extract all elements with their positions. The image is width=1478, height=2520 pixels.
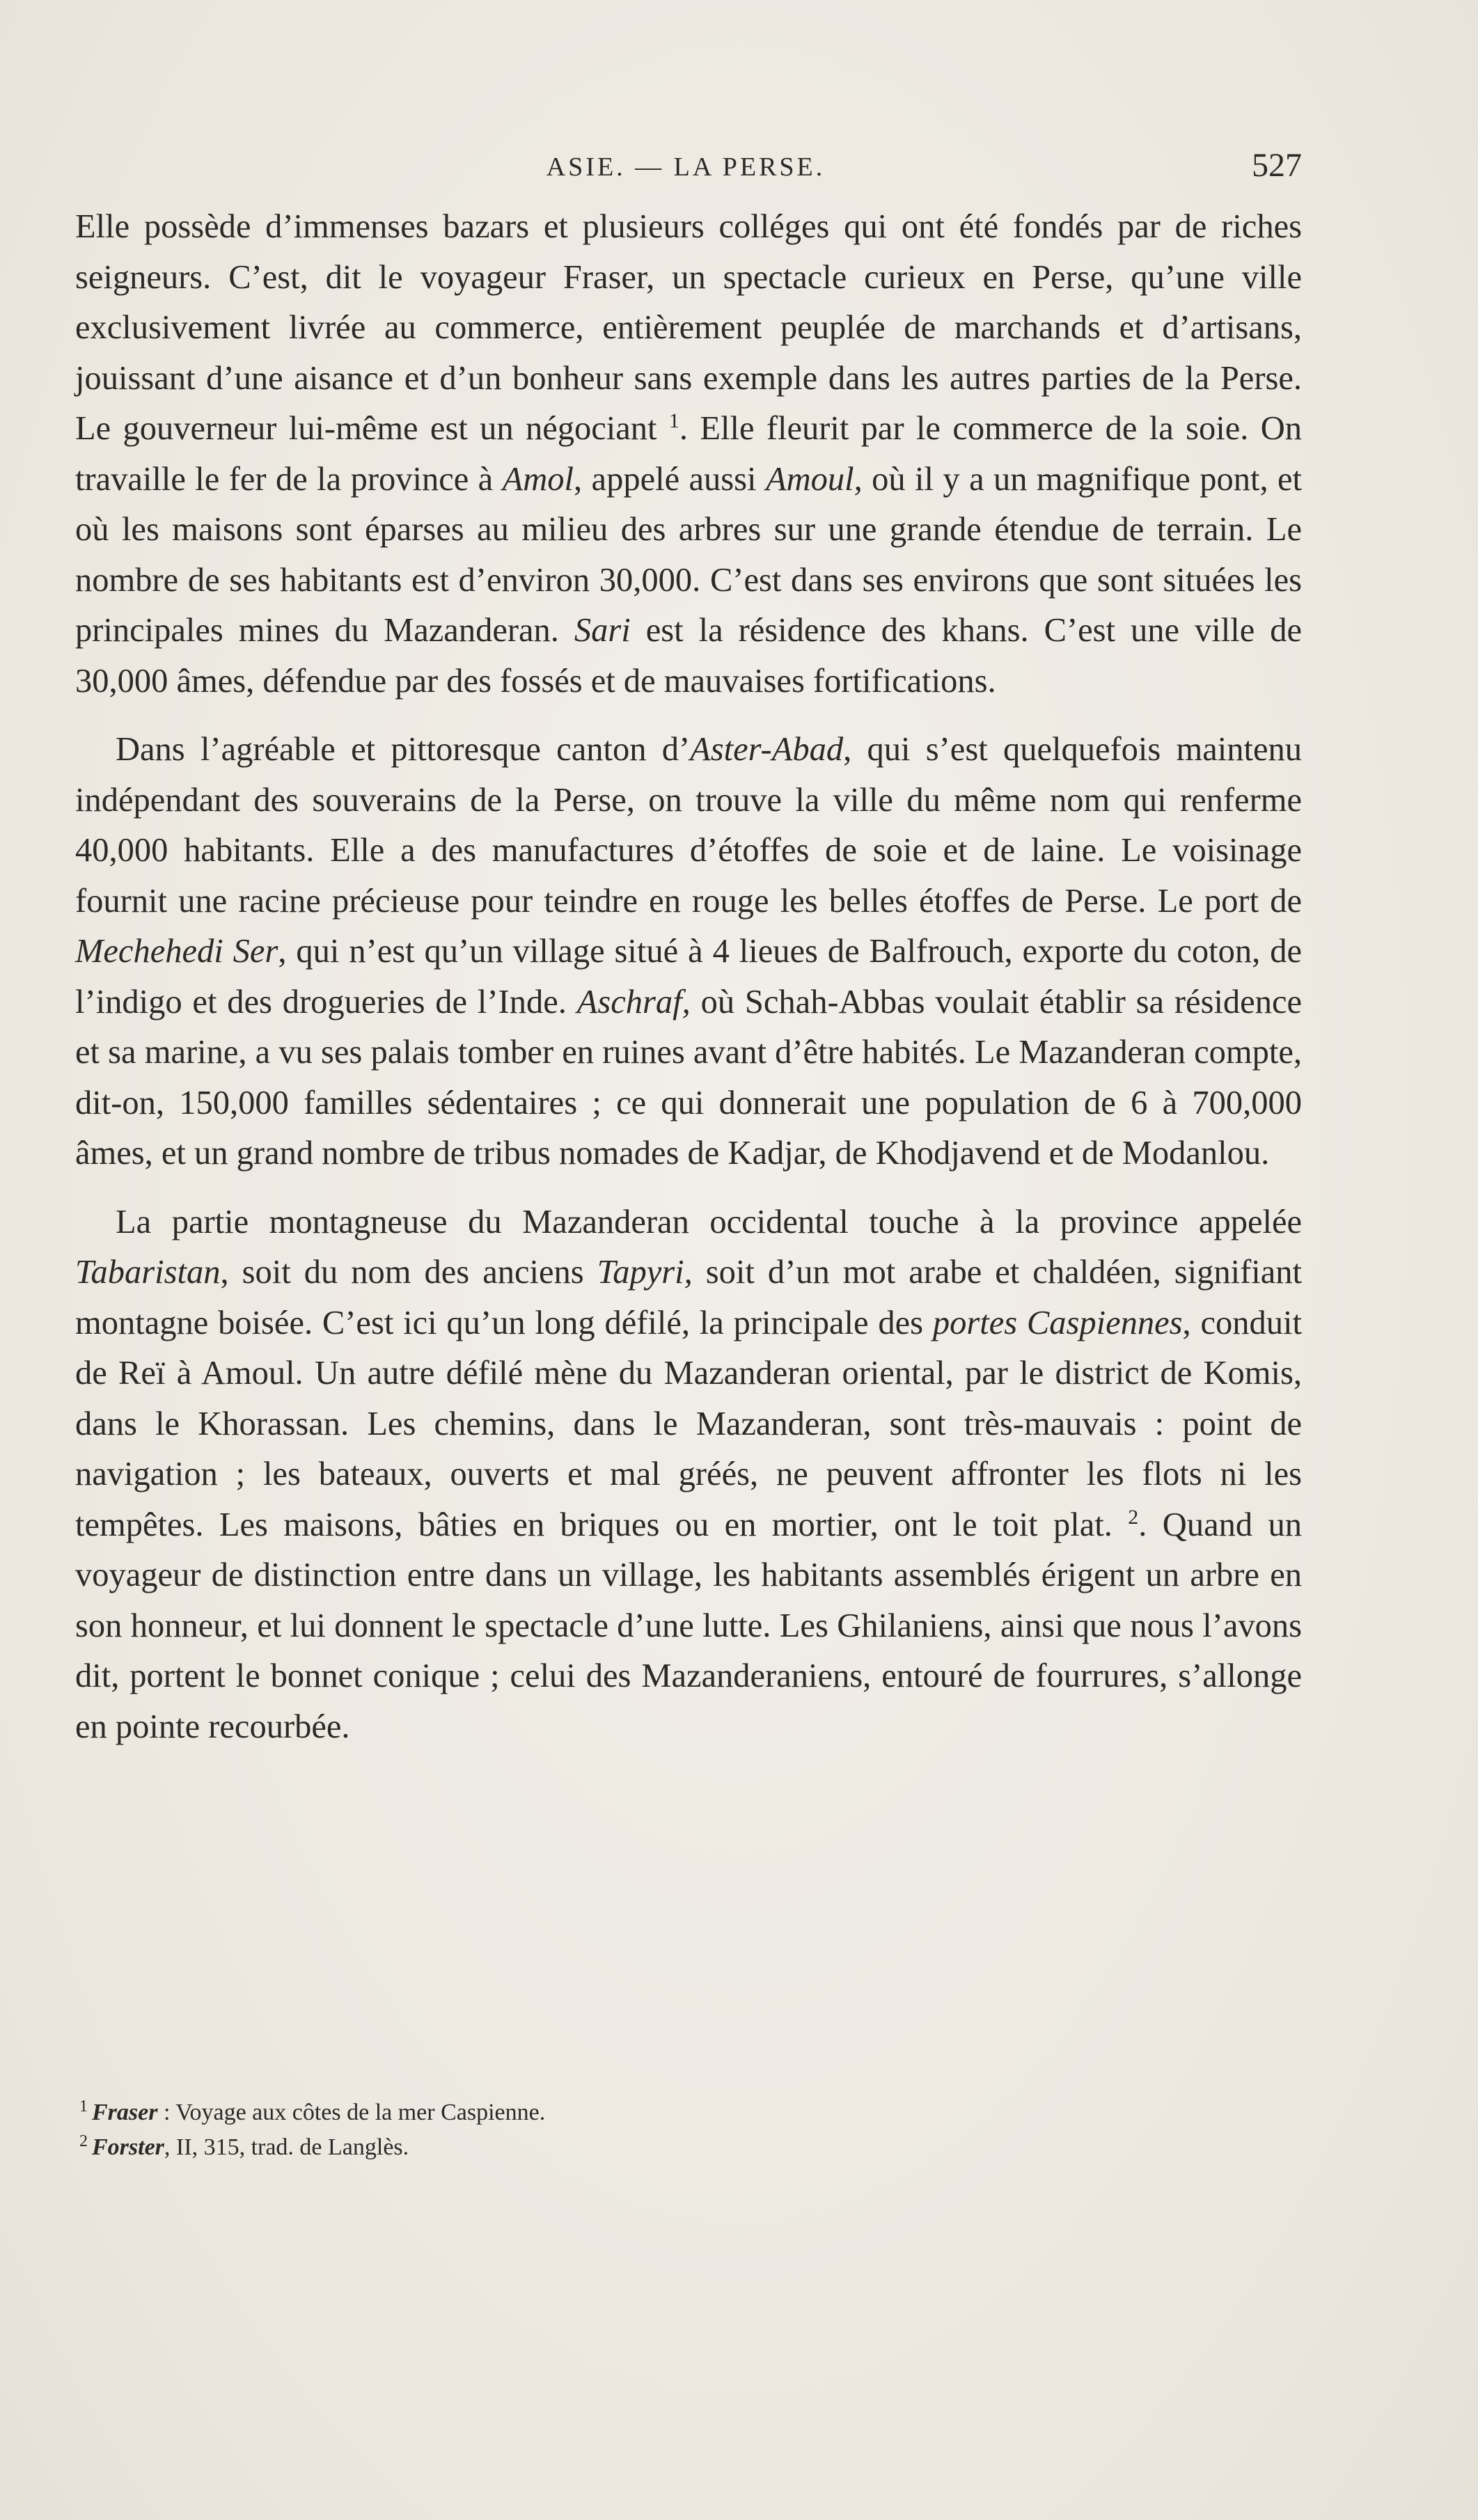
italic-term: portes Caspiennes	[932, 1304, 1183, 1341]
footnote-mark: 1	[79, 2097, 88, 2116]
italic-term: Sari	[574, 612, 631, 649]
text-run: , conduit de Reï à Amoul. Un autre défilé mène du Mazanderan oriental, par le district de Komis, dans le Khorassan. Les chemins, dans le Mazanderan, sont très-mauvais : point de navigation ; les bateaux, ouverts et mal gréés, ne peuvent affronter les flots ni les tempêtes. Les maisons, bâties en briques ou en mortier, ont le toit plat.	[75, 1304, 1302, 1543]
italic-term: Aschraf,	[576, 983, 691, 1021]
text-run: . Quand un voyageur de distinction entre dans un village, les habitants assemblés érigent un arbre en son honneur, et lui donnent le spectacle d’une lutte. Les Ghilaniens, ainsi que nous l’avons dit, portent le bonnet conique ; celui des Mazanderaniens, entouré de fourrures, s’allonge en pointe recourbée.	[75, 1506, 1302, 1745]
italic-term: Mechehedi Ser	[75, 933, 278, 970]
text-run: , appelé aussi	[574, 460, 766, 498]
text-run: . Elle fleurit par le commerce de la soie. On travaille le fer de la province à	[75, 410, 1302, 498]
italic-term: Amoul,	[765, 460, 863, 498]
paragraph	[75, 725, 1302, 1179]
footnote	[75, 2095, 1302, 2130]
paragraph	[75, 1197, 1302, 1753]
footnote-reference: 1	[668, 409, 679, 432]
footnote-reference: 2	[1128, 1505, 1139, 1529]
footnote	[75, 2130, 1302, 2165]
italic-term: Aster-Abad	[690, 731, 844, 768]
text-run: , qui s’est quelquefois maintenu indépendant des souverains de la Perse, on trouve la ville du même nom qui renferme 40,000 habitants. Elle a des manufactures d’étoffes de soie et de laine. Le voisinage fournit une racine précieuse pour teindre en rouge les belles étoffes de Perse. Le port de	[75, 731, 1302, 920]
text-run: Elle possède d’immenses bazars et plusieurs colléges qui ont été fondés par de riches seigneurs. C’est, dit le voyageur Fraser, un spectacle curieux en Perse, qu’une ville exclusivement livrée au commerce, entièrement peuplée de marchands et d’artisans, jouissant d’une aisance et d’un bonheur sans exemple dans les autres parties de la Perse. Le gouverneur lui-même est un négociant	[75, 208, 1302, 447]
running-title: ASIE. — LA PERSE.	[546, 152, 826, 182]
footnote-author: Forster	[92, 2134, 164, 2160]
footnotes	[75, 2095, 1302, 2165]
footnote-text: , II, 315, trad. de Langlès.	[164, 2134, 409, 2160]
body-text	[75, 202, 1302, 1770]
text-run: La partie montagneuse du Mazanderan occidental touche à la province appelée	[116, 1203, 1302, 1241]
text-run: où il y a un magnifique pont, et où les maisons sont éparses au milieu des arbres sur une grande étendue de terrain. Le nombre de ses habitants est d’environ 30,000. C’est dans ses environs que sont situées les principales mines du Mazanderan.	[75, 460, 1302, 649]
text-run: , soit du nom des anciens	[220, 1254, 597, 1291]
italic-term: Amol	[502, 460, 574, 498]
footnote-author: Fraser	[92, 2100, 158, 2125]
text-run: Dans l’agréable et pittoresque canton d’	[116, 731, 691, 768]
text-run: où Schah-Abbas voulait établir sa résidence et sa marine, a vu ses palais tomber en ruines avant d’être habités. Le Mazanderan compte, dit-on, 150,000 familles sédentaires ; ce qui donnerait une population de 6 à 700,000 âmes, et un grand nombre de tribus nomades de Kadjar, de Khodjavend et de Modanlou.	[75, 983, 1302, 1172]
italic-term: Tapyri,	[597, 1254, 693, 1291]
page-number: 527	[1252, 147, 1302, 184]
footnote-text: : Voyage aux côtes de la mer Caspienne.	[157, 2100, 546, 2125]
footnote-mark: 2	[79, 2132, 88, 2150]
italic-term: Tabaristan	[75, 1254, 221, 1291]
text-run: est la résidence des khans. C’est une ville de 30,000 âmes, défendue par des fossés et de mauvaises fortifications.	[75, 612, 1302, 700]
text-run: soit d’un mot arabe et chaldéen, signifiant montagne boisée. C’est ici qu’un long défilé, la principale des	[75, 1254, 1302, 1341]
paragraph	[75, 202, 1302, 707]
text-run: , qui n’est qu’un village situé à 4 lieues de Balfrouch, exporte du coton, de l’indigo et des drogueries de l’Inde.	[75, 933, 1302, 1021]
running-head	[70, 146, 1302, 188]
